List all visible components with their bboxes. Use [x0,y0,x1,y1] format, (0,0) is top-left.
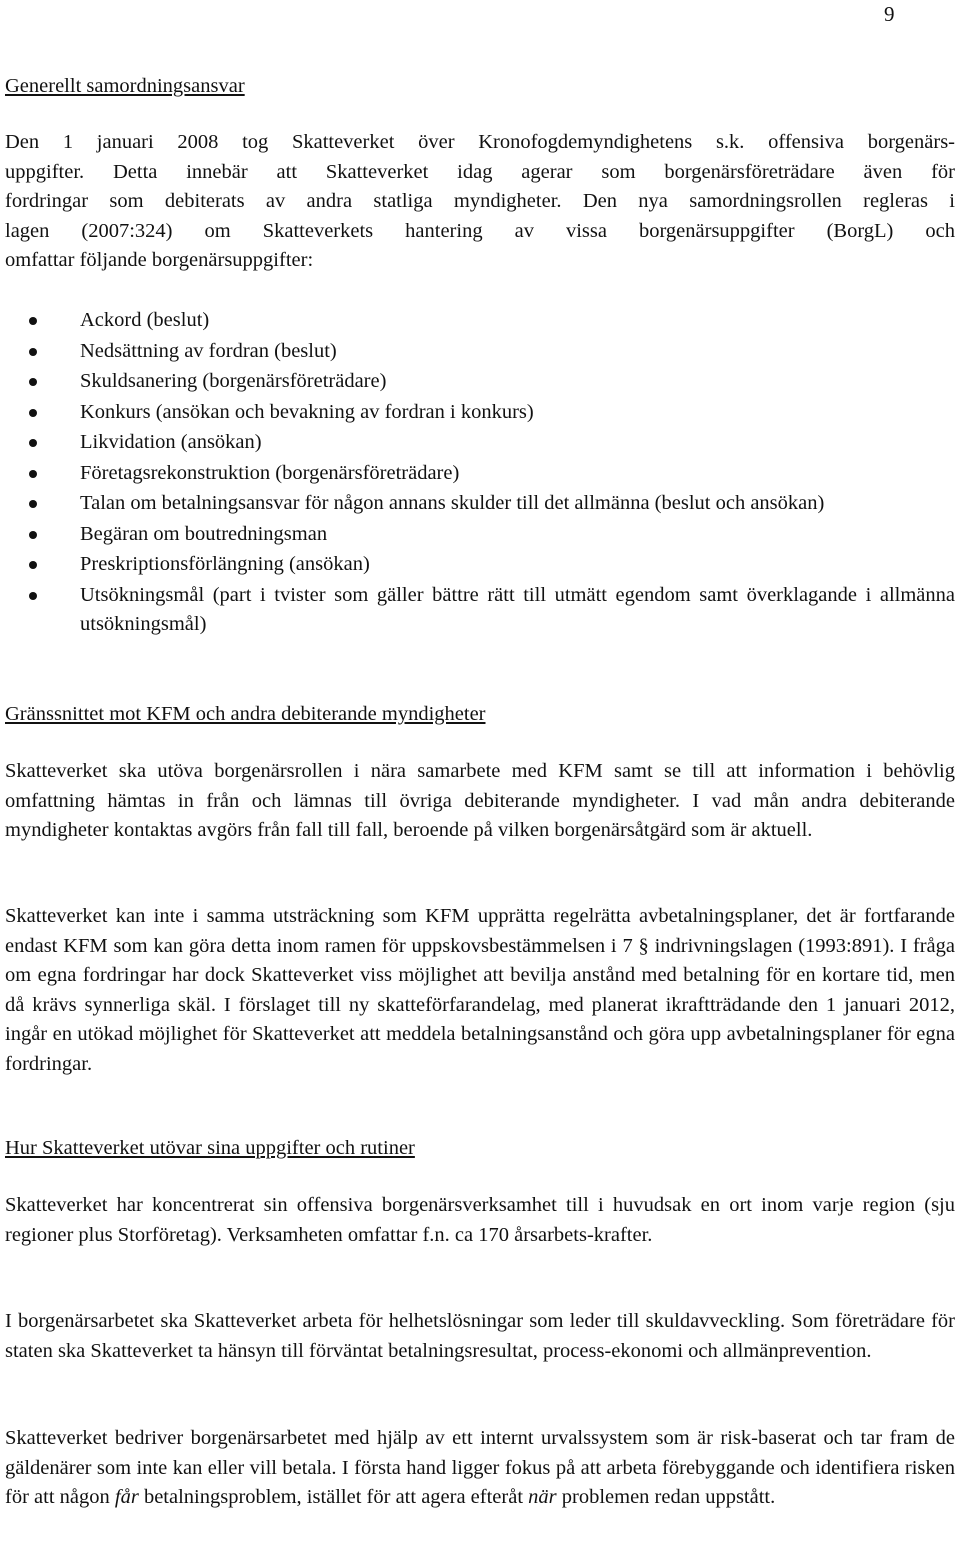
paragraph-line: Den 1 januari 2008 tog Skatteverket över Kronofogdemyndighetens s.k. offensiva borgenärs- [5,131,955,153]
bullet-icon [29,409,37,417]
granssnitt-paragraph-2: Skatteverket kan inte i samma utsträckning som KFM upprätta regelrätta avbetalningsplaner, det är fortfarande endast KFM som kan göra detta inom ramen för uppskovsbestämmelsen i 7 § indrivningslagen (1993:891). I fråga om egna fordringar har dock Skatteverket viss möjlighet att bevilja anstånd med betalning för en kortare tid, men då krävs synnerliga skäl. I förslaget till ny skatteförfarandelag, med planerat ikraftträdande den 1 januari 2012, ingår en utökad möjlighet för Skatteverket att meddela betalningsanstånd och göra upp avbetalningsplaner för egna fordringar. [5,905,955,1075]
paragraph-line: uppgifter. Detta innebär att Skatteverket idag agerar som borgenärsföreträdare även för [5,160,955,183]
bullet-icon [29,531,37,539]
paragraph-line: omfattar följande borgenärsuppgifter: [5,249,314,271]
rutiner-paragraph-3: Skatteverket bedriver borgenärsarbetet med hjälp av ett internt urvalssystem som är risk-baserat och tar fram de gäldenärer som inte kan eller vill betala. I första hand ligger fokus på att arbeta förebyggande och identifiera risken för att någon får betalningsproblem, istället för att agera efteråt när problemen redan uppstått. [5,1427,955,1508]
section-heading-granssnittet: Gränssnittet mot KFM och andra debiterande myndigheter [5,703,486,725]
list-item: Skuldsanering (borgenärsföreträdare) [5,367,955,397]
list-item: Preskriptionsförlängning (ansökan) [5,550,955,580]
rutiner-paragraph-2: I borgenärsarbetet ska Skatteverket arbeta för helhetslösningar som leder till skuldavveckling. Som företrädare för staten ska Skatteverket ta hänsyn till förväntat betalningsresultat, process-ekonomi och allmänprevention. [5,1310,955,1362]
bullet-icon [29,561,37,569]
list-item: Talan om betalningsansvar för någon annans skulder till det allmänna (beslut och ansökan) [5,489,955,519]
section-heading-rutiner: Hur Skatteverket utövar sina uppgifter och rutiner [5,1137,415,1159]
bullet-icon [29,439,37,447]
intro-paragraph [5,128,955,276]
list-item: Företagsrekonstruktion (borgenärsföreträdare) [5,459,955,489]
bullet-icon [29,317,37,325]
paragraph-line: lagen (2007:324) om Skatteverkets hantering av vissa borgenärsuppgifter (BorgL) och [5,219,955,242]
paragraph-line: fordringar som debiterats av andra statliga myndigheter. Den nya samordningsrollen regleras i [5,190,955,212]
list-item: Likvidation (ansökan) [5,428,955,458]
bullet-icon [29,348,37,356]
list-item: Begäran om boutredningsman [5,520,955,550]
emphasis-nar: när [528,1486,557,1508]
borgenarsuppgifter-list [5,306,955,640]
bullet-icon [29,470,37,478]
list-item: Utsökningsmål (part i tvister som gäller bättre rätt till utmätt egendom samt överklagande i allmänna utsökningsmål) [5,581,955,640]
bullet-icon [29,378,37,386]
section-heading-samordningsansvar: Generellt samordningsansvar [5,75,245,97]
list-item: Ackord (beslut) [5,306,955,336]
granssnitt-paragraph-1: Skatteverket ska utöva borgenärsrollen i nära samarbete med KFM samt se till att information i behövlig omfattning hämtas in från och lämnas till övriga debiterande myndigheter. I vad mån andra debiterande myndigheter kontaktas avgörs från fall till fall, beroende på vilken borgenärsåtgärd som är aktuell. [5,760,955,841]
bullet-icon [29,592,37,600]
list-item: Nedsättning av fordran (beslut) [5,337,955,367]
bullet-icon [29,500,37,508]
rutiner-paragraph-1: Skatteverket har koncentrerat sin offensiva borgenärsverksamhet till i huvudsak en ort inom varje region (sju regioner plus Storföretag). Verksamheten omfattar f.n. ca 170 årsarbets-krafter. [5,1194,955,1246]
emphasis-far: får [114,1486,139,1508]
list-item: Konkurs (ansökan och bevakning av fordran i konkurs) [5,398,955,428]
page-number: 9 [884,2,895,26]
